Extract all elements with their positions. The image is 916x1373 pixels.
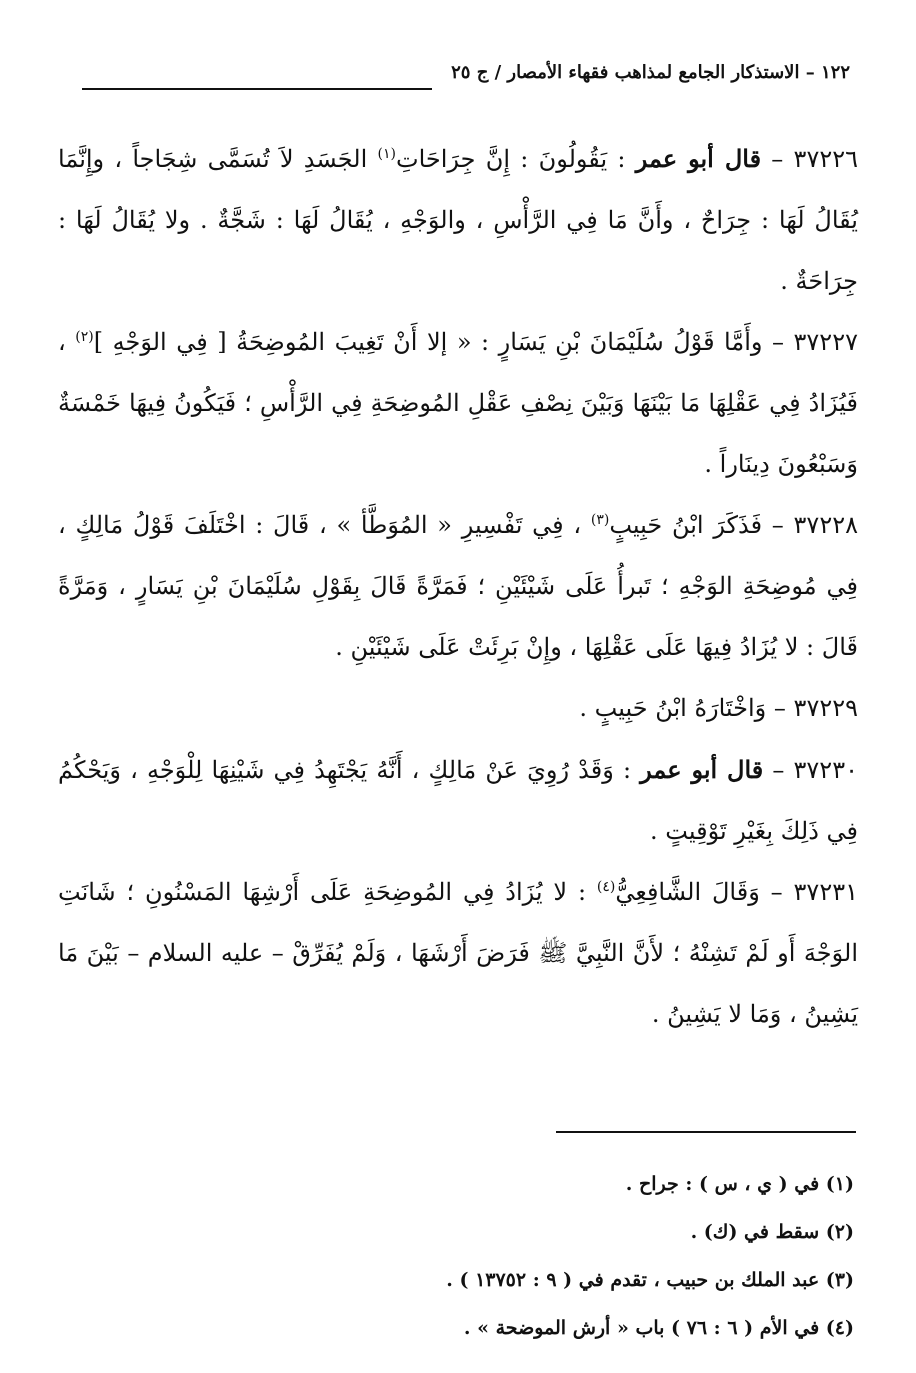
footnotes [64,1160,854,1352]
footnote-ref: (٣) [590,512,610,528]
paragraph-text: : لا يُزَادُ فِي المُوضِحَةِ عَلَى أَرْشِهَا المَسْنُونِ ؛ شَانَتِ الوَجْهَ أَو لَمْ تَشِنْهُ ؛ لأَنَّ النَّبِيَّ ﷺ فَرَضَ أَرْشَهَا ، وَلَمْ يُفَرِّقْ – عليه السلام – بَيْنَ مَا يَشِينُ ، وَمَا لا يَشِينُ . [58,878,858,1028]
running-title: ١٢٢ – الاستذكار الجامع لمذاهب فقهاء الأمصار / ج ٢٥ [451,62,850,83]
paragraph-37227 [58,312,858,495]
footnote-3: (٣) عبد الملك بن حبيب ، تقدم في ( ٩ : ١٣٧٥٢ ) . [446,1269,854,1291]
speaker-label: قال أبو عمر [640,755,764,784]
paragraph-number: ٣٧٢٢٦ – [771,145,858,173]
paragraph-37231 [58,862,858,1045]
paragraph-37230 [58,739,858,862]
paragraph-text: فَذَكَرَ ابْنُ حَبِيبٍ [609,511,763,539]
paragraph-number: ٣٧٢٣٠ – [772,756,858,784]
paragraph-text: : يَقُولُونَ : إِنَّ جِرَاحَاتِ [395,145,626,173]
paragraph-text: : وَقَدْ رُوِيَ عَنْ مَالِكٍ ، أَنَّهُ يَجْتَهِدُ فِي شَيْنِهَا لِلْوَجْهِ ، وَيَحْكُمُ فِي ذَلِكَ بِغَيْرِ تَوْقِيتٍ . [58,756,858,845]
paragraph-number: ٣٧٢٢٧ – [772,328,858,356]
paragraph-number: ٣٧٢٢٨ – [771,511,858,539]
paragraph-text: ، فِي تَفْسِيرِ « المُوَطَّأ » ، قَالَ : اخْتَلَفَ قَوْلُ مَالِكٍ ، فِي مُوضِحَةِ الوَجْهِ ؛ تَبرأُ عَلَى شَيْئَيْنِ ؛ فَمَرَّةً قَالَ بِقَوْلِ سُلَيْمَانَ بْنِ يَسَارٍ ، وَمَرَّةً قَالَ : لا يُزَادُ فِيهَا عَلَى عَقْلِهَا ، وإِنْ بَرِئَتْ عَلَى شَيْئَيْنِ . [58,511,858,661]
paragraph-text: ، فَيُزَادُ فِي عَقْلِهَا مَا بَيْنَهَا وَبَيْنَ نِصْفِ عَقْلِ المُوضِحَةِ فِي الرَّأْسِ ؛ فَيَكُونُ فِيهَا خَمْسَةٌ وَسَبْعُونَ دِينَاراً . [58,328,858,478]
paragraph-number: ٣٧٢٣١ – [770,878,858,906]
header-rule [82,88,432,90]
paragraph-37228 [58,495,858,678]
footnote-ref: (٢) [75,329,94,345]
footnote-2: (٢) سقط في (ك) . [690,1221,854,1243]
footnote-ref: (٤) [596,879,616,895]
footnote-4: (٤) في الأم ( ٦ : ٧٦ ) باب « أرش الموضحة » . [463,1317,854,1339]
paragraph-text: وَاخْتَارَهُ ابْنُ حَبِيبٍ . [579,694,767,722]
footnote-1: (١) في ( ي ، س ) : جراح . [625,1173,854,1195]
paragraph-text: وَقَالَ الشَّافِعِيُّ [615,878,760,906]
paragraph-number: ٣٧٢٢٩ – [773,694,858,722]
speaker-label: قال أبو عمر [635,144,762,173]
paragraph-text: وأَمَّا قَوْلُ سُلَيْمَانَ بْنِ يَسَارٍ : « إلا أَنْ تَغِيبَ المُوضِحَةُ [ فِي الوَجْهِ ] [93,328,763,356]
paragraph-37229 [58,678,858,739]
paragraph-37226 [58,128,858,312]
main-text [58,128,858,1045]
footnote-ref: (١) [377,146,396,162]
paragraph-text: الجَسَدِ لاَ تُسَمَّى شِجَاجاً ، وإِنَّمَا يُقَالُ لَهَا : جِرَاحٌ ، وأَنَّ مَا فِي الرَّأْسِ ، والوَجْهِ ، يُقَالُ لَهَا : شَجَّةٌ . ولا يُقَالُ لَهَا : جِرَاحَةٌ . [58,145,858,295]
page-header [60,62,850,83]
footnote-rule [556,1131,856,1133]
